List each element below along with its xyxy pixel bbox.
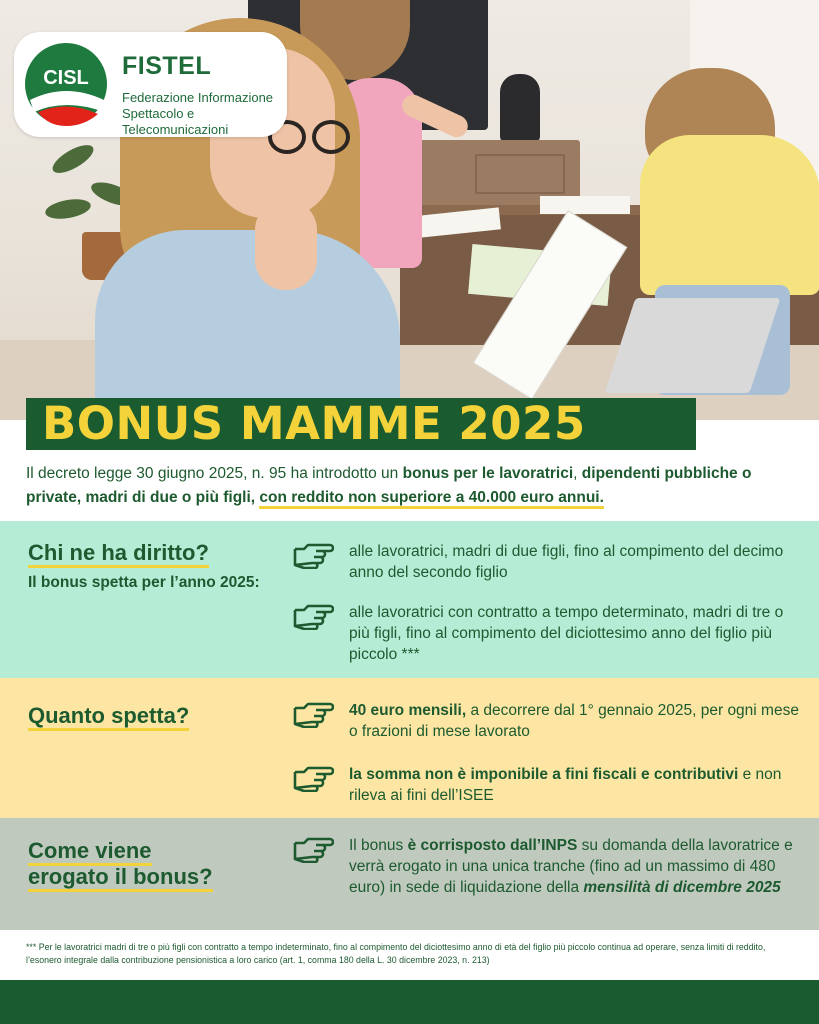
pointing-hand-icon bbox=[292, 764, 334, 792]
pointing-hand-icon bbox=[292, 700, 334, 728]
woman-hand bbox=[255, 200, 317, 290]
section-note-eligibility: Il bonus spetta per l’anno 2025: bbox=[28, 574, 260, 591]
footnote: *** Per le lavoratrici madri di tre o più figli con contratto a tempo indeterminato, fino al compimento del diciottesimo anno di età del figlio più piccolo continua ad operare, senza limiti di reddito, l’esonero integrale dalla contribuzione pensionistica a loro carico (art. 1, comma 180 della L. 30 dicembre 2023, n. 213) bbox=[26, 942, 766, 965]
woman-shirt bbox=[95, 230, 400, 420]
logo-card bbox=[14, 32, 287, 137]
pointing-hand-icon bbox=[292, 835, 334, 863]
pointing-hand-icon bbox=[292, 602, 334, 630]
logo-brand-short: CISL bbox=[43, 67, 89, 89]
section-title-payment: Come viene erogato il bonus? bbox=[28, 838, 213, 890]
income-limit-highlight: con reddito non superiore a 40.000 euro annui. bbox=[259, 489, 604, 509]
section-title-amount: Quanto spetta? bbox=[28, 703, 189, 729]
cisl-logo-icon bbox=[24, 42, 109, 127]
logo-name: FISTEL bbox=[122, 52, 212, 80]
section-amount: Quanto spetta? 40 euro mensili, a decorrere dal 1° gennaio 2025, per ogni mese o frazioni di mese lavorato la somma non è imponibile a fini fiscali e contributivi e non rileva ai fini dell’ISEE bbox=[0, 678, 819, 818]
pointing-hand-icon bbox=[292, 541, 334, 569]
footer-bar bbox=[0, 980, 819, 1024]
speaker bbox=[500, 74, 540, 144]
laptop bbox=[605, 298, 781, 393]
logo-subtitle: Federazione Informazione Spettacolo e Telecomunicazioni bbox=[122, 90, 274, 137]
page-title: BONUS MAMME 2025 bbox=[42, 397, 586, 450]
girl-yellow-shirt bbox=[640, 135, 819, 295]
section-title-eligibility: Chi ne ha diritto? bbox=[28, 540, 209, 566]
section-eligibility: Chi ne ha diritto? Il bonus spetta per l’anno 2025: alle lavoratrici, madri di due figli, fino al compimento del decimo anno del secondo figlio alle lavoratrici con contratto a tempo determinato, madri di tre o più figli, fino al compimento del diciottesimo anno del figlio più piccolo *** bbox=[0, 521, 819, 678]
intro-paragraph: Il decreto legge 30 giugno 2025, n. 95 ha introdotto un bonus per le lavoratrici, dipendenti pubbliche o private, madri di due o più figli, con reddito non superiore a 40.000 euro annui. bbox=[26, 462, 806, 510]
section-payment: Come viene erogato il bonus? Il bonus è corrisposto dall’INPS su domanda della lavoratrice e verrà erogato in una unica tranche (fino ad un massimo di 480 euro) in sede di liquidazione della mensilità di dicembre 2025 bbox=[0, 818, 819, 930]
